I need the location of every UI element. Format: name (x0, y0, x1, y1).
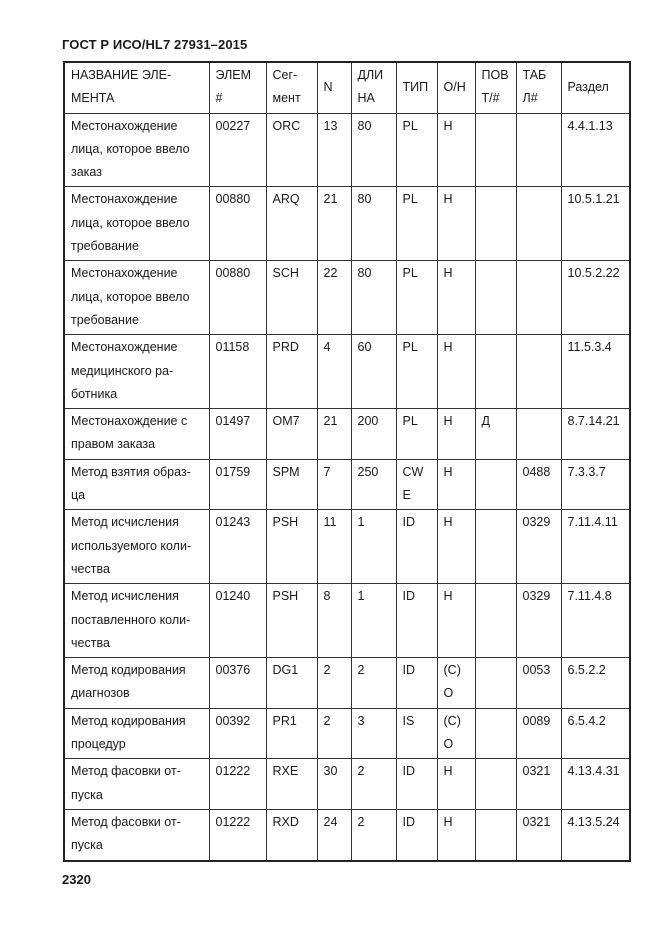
cell-optionality: Н (437, 809, 475, 860)
cell-element-number: 00392 (209, 708, 266, 759)
cell-length: 1 (351, 584, 396, 658)
page-number: 2320 (62, 872, 91, 887)
cell-segment: SPM (266, 459, 317, 510)
header-repeat: ПОВ Т/# (475, 62, 516, 113)
cell-length: 3 (351, 708, 396, 759)
cell-repeat (475, 809, 516, 860)
cell-type: ID (396, 584, 437, 658)
cell-length: 60 (351, 335, 396, 409)
cell-n: 2 (317, 708, 351, 759)
cell-section: 7.11.4.8 (561, 584, 630, 658)
cell-element-name: Метод фасовки от-пуска (64, 809, 209, 860)
cell-section: 7.3.3.7 (561, 459, 630, 510)
cell-length: 80 (351, 187, 396, 261)
cell-section: 11.5.3.4 (561, 335, 630, 409)
cell-element-name: Местонахождение лица, которое ввело требование (64, 187, 209, 261)
cell-table-number: 0089 (516, 708, 561, 759)
document-header: ГОСТ Р ИСО/HL7 27931–2015 (62, 37, 248, 52)
cell-section: 4.4.1.13 (561, 113, 630, 187)
cell-n: 7 (317, 459, 351, 510)
cell-optionality: Н (437, 261, 475, 335)
cell-length: 2 (351, 658, 396, 709)
header-element-number: ЭЛЕМ # (209, 62, 266, 113)
cell-repeat (475, 658, 516, 709)
cell-element-name: Местонахождение с правом заказа (64, 409, 209, 460)
cell-element-name: Метод исчисления используемого коли-чества (64, 510, 209, 584)
cell-optionality: Н (437, 187, 475, 261)
cell-n: 30 (317, 759, 351, 810)
cell-repeat (475, 510, 516, 584)
cell-segment: ARQ (266, 187, 317, 261)
cell-optionality: Н (437, 510, 475, 584)
cell-table-number: 0321 (516, 759, 561, 810)
cell-repeat (475, 708, 516, 759)
cell-segment: OM7 (266, 409, 317, 460)
cell-length: 200 (351, 409, 396, 460)
table-row (64, 809, 630, 860)
cell-length: 80 (351, 113, 396, 187)
cell-n: 11 (317, 510, 351, 584)
cell-repeat (475, 584, 516, 658)
cell-optionality: Н (437, 113, 475, 187)
cell-element-number: 01240 (209, 584, 266, 658)
cell-element-name: Метод взятия образ-ца (64, 459, 209, 510)
cell-segment: RXD (266, 809, 317, 860)
cell-element-number: 01222 (209, 809, 266, 860)
cell-length: 250 (351, 459, 396, 510)
header-length: ДЛИ НА (351, 62, 396, 113)
cell-element-name: Метод исчисления поставленного коли-чества (64, 584, 209, 658)
cell-length: 1 (351, 510, 396, 584)
table-row (64, 409, 630, 460)
cell-optionality: Н (437, 759, 475, 810)
cell-type: ID (396, 809, 437, 860)
cell-n: 24 (317, 809, 351, 860)
table-row (64, 187, 630, 261)
cell-element-number: 00880 (209, 261, 266, 335)
cell-table-number (516, 113, 561, 187)
cell-length: 2 (351, 809, 396, 860)
cell-optionality: (С) О (437, 708, 475, 759)
cell-type: PL (396, 113, 437, 187)
header-table-number: ТАБ Л# (516, 62, 561, 113)
header-optionality: О/Н (437, 62, 475, 113)
cell-element-number: 00227 (209, 113, 266, 187)
cell-repeat (475, 261, 516, 335)
cell-table-number: 0329 (516, 584, 561, 658)
cell-table-number (516, 261, 561, 335)
cell-section: 7.11.4.11 (561, 510, 630, 584)
cell-repeat (475, 335, 516, 409)
cell-section: 10.5.2.22 (561, 261, 630, 335)
cell-element-name: Метод кодирования процедур (64, 708, 209, 759)
cell-optionality: Н (437, 459, 475, 510)
header-section: Раздел (561, 62, 630, 113)
table-row (64, 261, 630, 335)
cell-segment: PRD (266, 335, 317, 409)
cell-type: IS (396, 708, 437, 759)
cell-element-name: Метод фасовки от-пуска (64, 759, 209, 810)
cell-type: PL (396, 335, 437, 409)
header-n: N (317, 62, 351, 113)
table-header-row (64, 62, 630, 113)
cell-segment: PSH (266, 584, 317, 658)
table-row (64, 759, 630, 810)
cell-element-name: Местонахождение лица, которое ввело требование (64, 261, 209, 335)
table-row (64, 113, 630, 187)
cell-element-number: 01243 (209, 510, 266, 584)
cell-type: PL (396, 409, 437, 460)
cell-section: 4.13.5.24 (561, 809, 630, 860)
cell-section: 6.5.2.2 (561, 658, 630, 709)
cell-segment: RXE (266, 759, 317, 810)
cell-repeat (475, 459, 516, 510)
cell-optionality: Н (437, 584, 475, 658)
cell-element-number: 00376 (209, 658, 266, 709)
data-elements-table (63, 61, 631, 862)
cell-optionality: (С) О (437, 658, 475, 709)
cell-n: 21 (317, 187, 351, 261)
cell-element-number: 01158 (209, 335, 266, 409)
cell-n: 21 (317, 409, 351, 460)
cell-section: 4.13.4.31 (561, 759, 630, 810)
cell-table-number: 0488 (516, 459, 561, 510)
cell-table-number (516, 187, 561, 261)
table-row (64, 335, 630, 409)
cell-n: 8 (317, 584, 351, 658)
cell-repeat (475, 113, 516, 187)
cell-element-number: 01222 (209, 759, 266, 810)
cell-table-number: 0321 (516, 809, 561, 860)
cell-section: 8.7.14.21 (561, 409, 630, 460)
cell-repeat (475, 759, 516, 810)
cell-table-number: 0053 (516, 658, 561, 709)
cell-type: ID (396, 510, 437, 584)
header-segment: Сег-мент (266, 62, 317, 113)
cell-type: CW E (396, 459, 437, 510)
cell-n: 22 (317, 261, 351, 335)
table-row (64, 459, 630, 510)
cell-table-number (516, 335, 561, 409)
cell-n: 13 (317, 113, 351, 187)
cell-repeat (475, 187, 516, 261)
cell-segment: DG1 (266, 658, 317, 709)
cell-element-number: 00880 (209, 187, 266, 261)
cell-element-name: Местонахождение лица, которое ввело заказ (64, 113, 209, 187)
cell-table-number: 0329 (516, 510, 561, 584)
table-row (64, 510, 630, 584)
cell-element-name: Местонахождение медицинского ра-ботника (64, 335, 209, 409)
cell-segment: PSH (266, 510, 317, 584)
cell-repeat: Д (475, 409, 516, 460)
cell-optionality: Н (437, 335, 475, 409)
table-row (64, 708, 630, 759)
table-row (64, 584, 630, 658)
cell-length: 2 (351, 759, 396, 810)
cell-section: 10.5.1.21 (561, 187, 630, 261)
cell-type: PL (396, 261, 437, 335)
cell-segment: PR1 (266, 708, 317, 759)
cell-optionality: Н (437, 409, 475, 460)
cell-type: ID (396, 759, 437, 810)
cell-element-number: 01497 (209, 409, 266, 460)
table-row (64, 658, 630, 709)
cell-type: ID (396, 658, 437, 709)
cell-n: 4 (317, 335, 351, 409)
cell-n: 2 (317, 658, 351, 709)
cell-element-name: Метод кодирования диагнозов (64, 658, 209, 709)
cell-length: 80 (351, 261, 396, 335)
cell-segment: ORC (266, 113, 317, 187)
cell-table-number (516, 409, 561, 460)
cell-element-number: 01759 (209, 459, 266, 510)
cell-segment: SCH (266, 261, 317, 335)
header-type: ТИП (396, 62, 437, 113)
cell-section: 6.5.4.2 (561, 708, 630, 759)
header-element-name: НАЗВАНИЕ ЭЛЕ-МЕНТА (64, 62, 209, 113)
cell-type: PL (396, 187, 437, 261)
